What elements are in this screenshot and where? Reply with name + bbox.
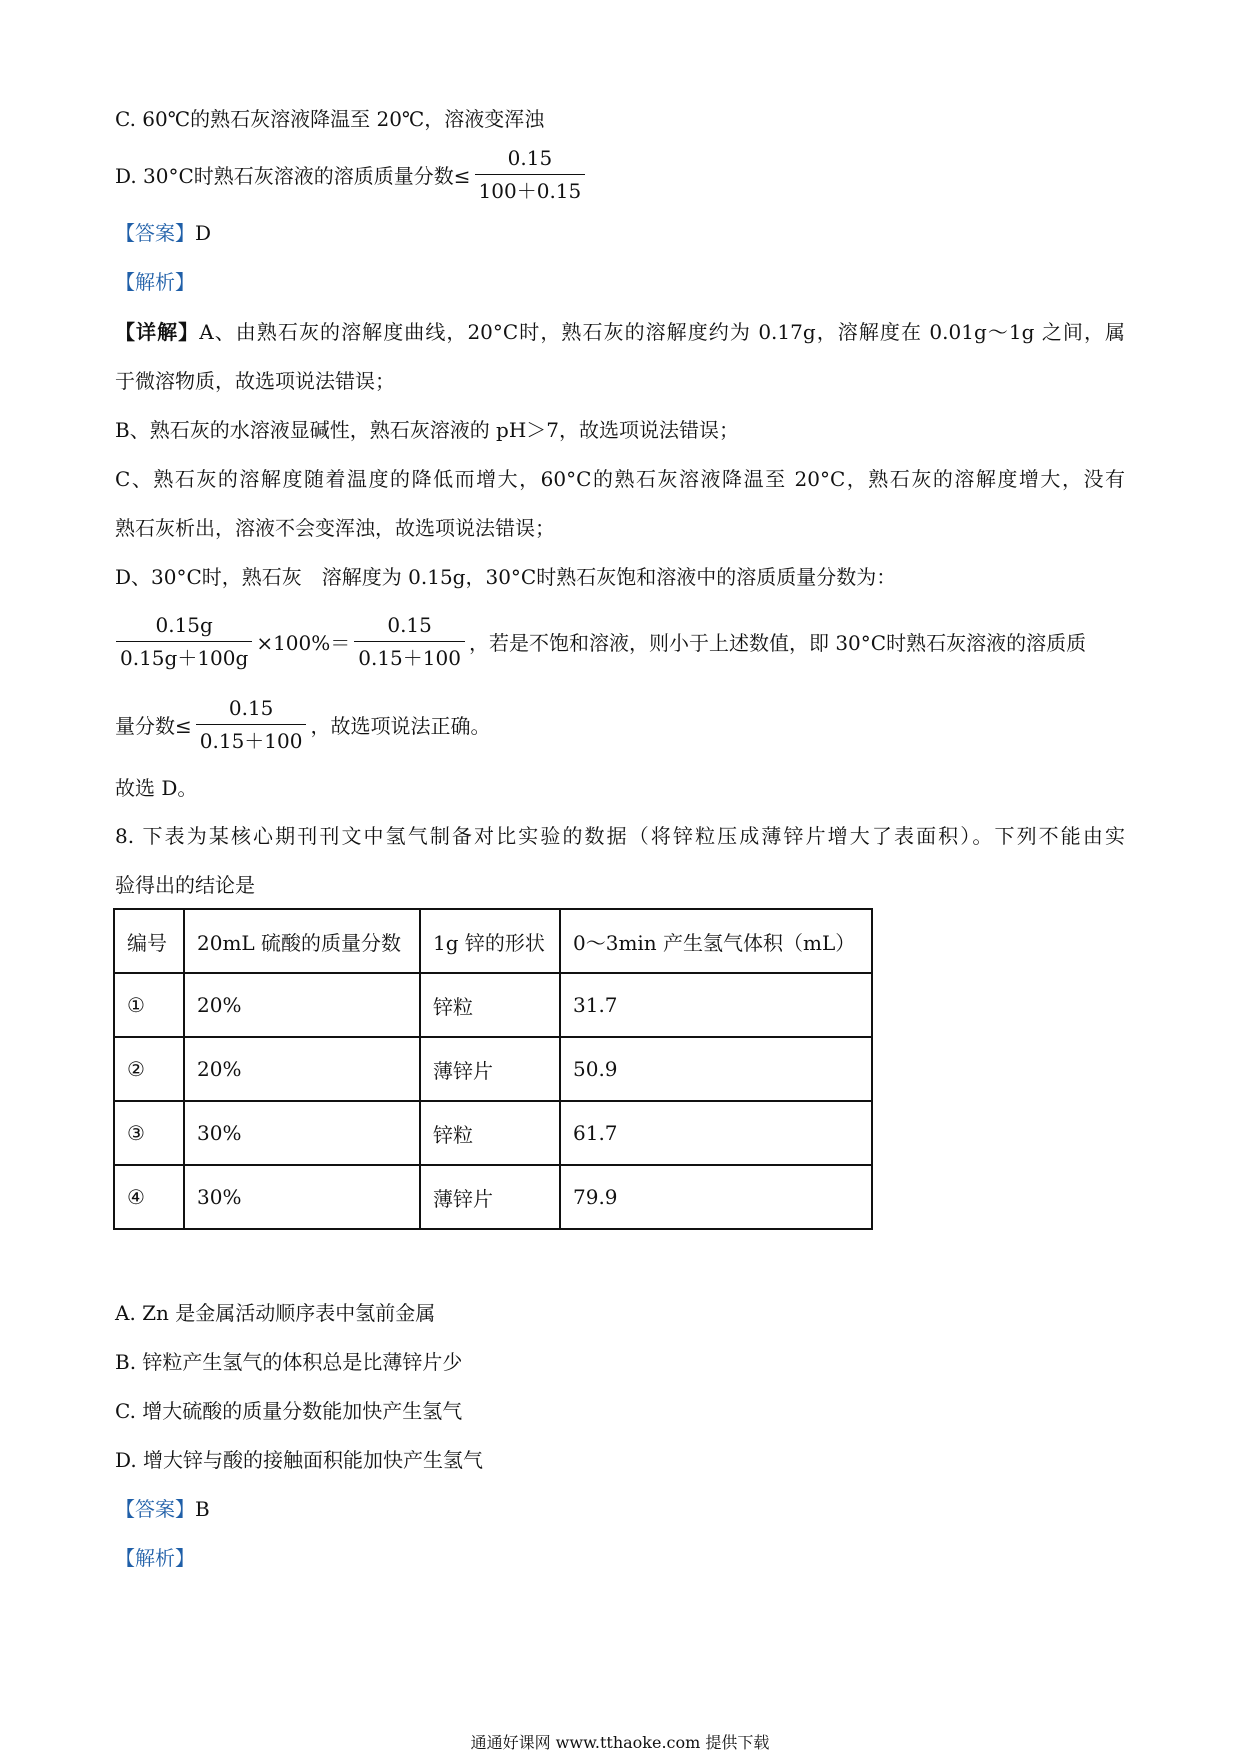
option-d-text: D. 30°C时熟石灰溶液的溶质质量分数≤ [115, 164, 471, 188]
table-cell: ③ [114, 1101, 184, 1165]
detail-d-line3-before: 量分数≤ [115, 714, 192, 738]
q8-option-d: D. 增大锌与酸的接触面积能加快产生氢气 [115, 1448, 484, 1472]
fraction-denominator: 0.15＋100 [196, 724, 307, 754]
table-cell: ④ [114, 1165, 184, 1229]
table-cell: 79.9 [560, 1165, 872, 1229]
times-hundred: ×100%＝ [256, 631, 351, 655]
table-row [114, 1101, 872, 1165]
fraction-numerator: 0.15 [387, 613, 432, 637]
table-header-row [114, 909, 872, 973]
detail-a-line2: 于微溶物质，故选项说法错误； [115, 369, 395, 393]
formula-line-2 [115, 695, 490, 754]
detail-b: B、熟石灰的水溶液显碱性，熟石灰溶液的 pH＞7，故选项说法错误； [115, 418, 740, 442]
table-cell: 50.9 [560, 1037, 872, 1101]
detail-d-line1: D、30°C时，熟石灰 溶解度为 0.15g，30°C时熟石灰饱和溶液中的溶质质量分数为： [115, 565, 897, 589]
table-cell: 20% [184, 1037, 420, 1101]
header-cell: 编号 [114, 909, 184, 973]
answer-value: D [195, 221, 212, 245]
fraction-numerator: 0.15 [507, 146, 553, 170]
analysis-label: 【解析】 [115, 270, 195, 294]
option-d-fraction [475, 145, 586, 204]
option-d [115, 145, 589, 204]
q8-option-c: C. 增大硫酸的质量分数能加快产生氢气 [115, 1399, 463, 1423]
table-cell: 锌粒 [420, 973, 560, 1037]
q8-analysis-label: 【解析】 [115, 1546, 195, 1570]
table-cell: 30% [184, 1101, 420, 1165]
detail-c-line1: C、熟石灰的溶解度随着温度的降低而增大，60°C的熟石灰溶液降温至 20°C，熟石灰的溶解度增大，没有 [115, 467, 1125, 491]
fraction-denominator: 0.15g＋100g [116, 641, 252, 671]
experiment-table [113, 908, 873, 1230]
formula-fraction-3 [196, 695, 307, 754]
formula-line [112, 612, 1086, 671]
detail-label: 【详解】 [115, 320, 200, 344]
table-row [114, 973, 872, 1037]
table-cell: 薄锌片 [420, 1165, 560, 1229]
page-footer: 通通好课网 www.tthaoke.com 提供下载 [470, 1733, 770, 1752]
header-cell: 0～3min 产生氢气体积（mL） [560, 909, 872, 973]
q8-option-a: A. Zn 是金属活动顺序表中氢前金属 [115, 1301, 436, 1325]
answer-value: B [195, 1497, 210, 1521]
detail-d-line2-text: ，若是不饱和溶液，则小于上述数值，即 30°C时熟石灰溶液的溶质质 [468, 631, 1087, 655]
answer-line [115, 220, 211, 246]
header-cell: 1g 锌的形状 [420, 909, 560, 973]
table-cell: 20% [184, 973, 420, 1037]
question-8-stem-line2: 验得出的结论是 [115, 873, 255, 897]
table-cell: 61.7 [560, 1101, 872, 1165]
table-cell: 锌粒 [420, 1101, 560, 1165]
table-cell: ② [114, 1037, 184, 1101]
detail-c-line2: 熟石灰析出，溶液不会变浑浊，故选项说法错误； [115, 516, 555, 540]
table-cell: 31.7 [560, 973, 872, 1037]
option-c: C. 60℃的熟石灰溶液降温至 20℃，溶液变浑浊 [115, 107, 545, 131]
answer-label: 【答案】 [115, 221, 195, 245]
table-cell: 30% [184, 1165, 420, 1229]
detail-a-line1 [115, 319, 1125, 345]
fraction-numerator: 0.15g [155, 613, 213, 637]
answer-label: 【答案】 [115, 1497, 195, 1521]
q8-answer-line [115, 1496, 210, 1522]
q8-option-b: B. 锌粒产生氢气的体积总是比薄锌片少 [115, 1350, 463, 1374]
fraction-denominator: 100＋0.15 [475, 174, 586, 204]
table-row [114, 1165, 872, 1229]
table-cell: 薄锌片 [420, 1037, 560, 1101]
table-cell: ① [114, 973, 184, 1037]
detail-d-line3-after: ，故选项说法正确。 [310, 714, 491, 738]
header-cell: 20mL 硫酸的质量分数 [184, 909, 420, 973]
question-8-stem-line1: 8. 下表为某核心期刊刊文中氢气制备对比实验的数据（将锌粒压成薄锌片增大了表面积）。下列不能由实 [115, 824, 1125, 848]
fraction-numerator: 0.15 [228, 696, 274, 720]
table-row [114, 1037, 872, 1101]
formula-fraction-2 [354, 612, 465, 671]
fraction-denominator: 0.15＋100 [354, 641, 465, 671]
detail-a-text: A、由熟石灰的溶解度曲线，20°C时，熟石灰的溶解度约为 0.17g，溶解度在 0.01g～1g 之间，属 [199, 320, 1126, 344]
formula-fraction-1 [116, 612, 252, 671]
choose-line: 故选 D。 [115, 776, 198, 800]
